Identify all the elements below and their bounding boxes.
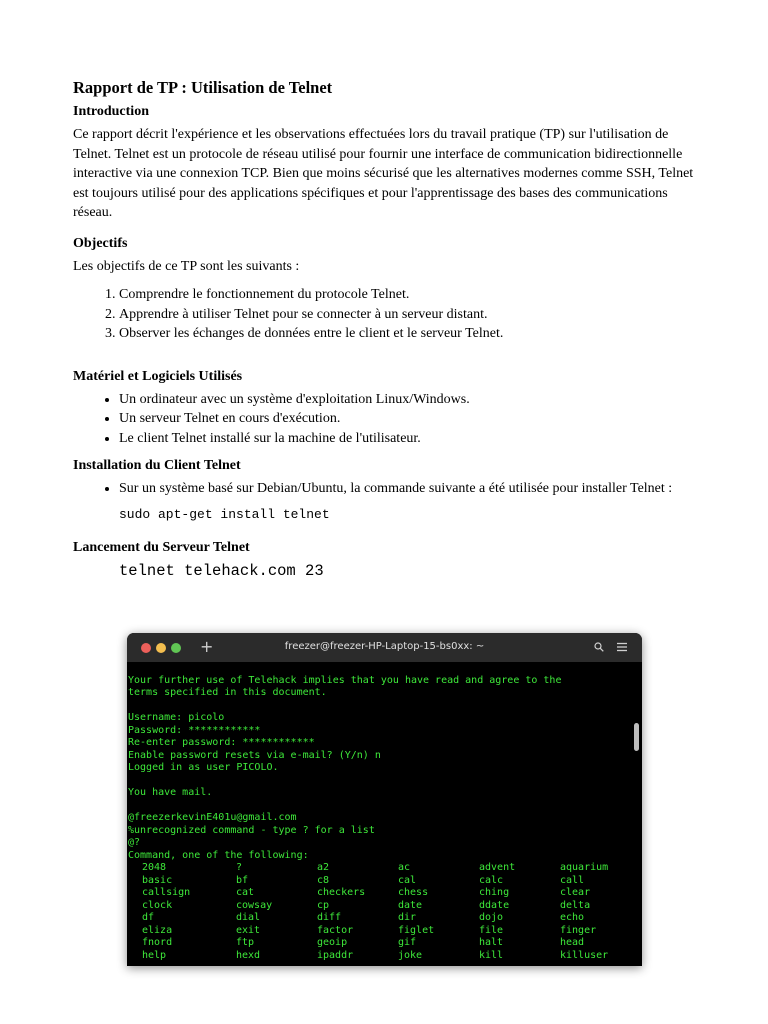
terminal-scrollbar (634, 723, 639, 751)
terminal-line: Re-enter password: ************ (128, 737, 315, 748)
terminal-command: fnord (142, 937, 173, 948)
terminal-line: Logged in as user PICOLO. (128, 762, 279, 773)
terminal-line: You have mail. (128, 787, 213, 798)
objectives-list (73, 285, 695, 344)
terminal-command: dojo (479, 912, 504, 923)
terminal-line (128, 800, 642, 813)
launch-heading: Lancement du Serveur Telnet (73, 539, 250, 555)
terminal-command-row (128, 887, 642, 900)
terminal-command: df (142, 912, 155, 923)
terminal-command-row (128, 950, 642, 963)
terminal-command: dial (236, 912, 261, 923)
terminal-command: ipaddr (317, 949, 354, 961)
terminal-line: terms specified in this document. (128, 687, 327, 698)
terminal-titlebar (127, 633, 642, 662)
list-item: • Le client Telnet installé sur la machine de l'utilisateur. (119, 429, 695, 449)
terminal-command-row (128, 925, 642, 938)
terminal-command: cp (317, 899, 330, 911)
terminal-command: callsign (142, 887, 191, 898)
terminal-command-row (128, 875, 642, 888)
terminal-command: cowsay (236, 899, 273, 911)
terminal-command: diff (317, 912, 342, 923)
materials-list (73, 390, 695, 449)
terminal-command: clock (142, 899, 173, 911)
terminal-command: file (479, 924, 504, 936)
terminal-command: geoip (317, 937, 348, 948)
terminal-command: ac (398, 862, 411, 873)
terminal-command: ftp (236, 937, 255, 948)
terminal-command: hexd (236, 949, 261, 961)
terminal-command: joke (398, 949, 423, 961)
terminal-line (128, 662, 642, 675)
terminal-command: ddate (479, 899, 510, 911)
intro-paragraph: Ce rapport décrit l'expérience et les observations effectuées lors du travail pratique (TP) sur l'utilisation de Telnet. Telnet est un protocole de réseau utilisé pour fournir une interface de communication bidirectionnelle interactive via une connexion TCP. Bien que moins sécurisé que les alternatives modernes comme SSH, Telnet est toujours utilisé pour des applications spécifiques et pour l'apprentissage des bases des communications réseau. (73, 127, 694, 220)
terminal-command-row (128, 937, 642, 950)
terminal-command: kill (479, 949, 504, 961)
terminal-command: delta (560, 899, 591, 911)
terminal-command: bf (236, 874, 249, 886)
terminal-line: Username: picolo (128, 712, 225, 723)
terminal-command: halt (479, 937, 504, 948)
materials-heading: Matériel et Logiciels Utilisés (73, 368, 243, 384)
terminal-command: c8 (317, 874, 330, 886)
document-title: Rapport de TP : Utilisation de Telnet (73, 78, 333, 97)
terminal-line: Password: ************ (128, 724, 261, 736)
terminal-command: checkers (317, 887, 366, 898)
terminal-command: a2 (317, 862, 330, 873)
terminal-output (127, 662, 642, 962)
menu-icon (616, 642, 628, 652)
terminal-command: date (398, 899, 423, 911)
terminal-command: killuser (560, 949, 609, 961)
terminal-command: calc (479, 874, 504, 886)
terminal-command: ? (236, 862, 243, 873)
terminal-line: %unrecognized command - type ? for a list (128, 824, 375, 836)
terminal-command: chess (398, 887, 429, 898)
terminal-command: head (560, 937, 585, 948)
new-tab-icon: + (200, 637, 214, 656)
terminal-line (128, 700, 642, 713)
terminal-line: Enable password resets via e-mail? (Y/n) n (128, 749, 381, 761)
terminal-command: eliza (142, 924, 173, 936)
install-list (73, 479, 695, 499)
list-item: • Sur un système basé sur Debian/Ubuntu, la commande suivante a été utilisée pour installer Telnet : (119, 479, 695, 499)
terminal-command: cat (236, 887, 255, 898)
terminal-line: Command, one of the following: (128, 849, 309, 861)
list-item: 2. Apprendre à utiliser Telnet pour se connecter à un serveur distant. (119, 305, 695, 325)
terminal-command-row (128, 912, 642, 925)
terminal-command: dir (398, 912, 417, 923)
list-item: 1. Comprendre le fonctionnement du protocole Telnet. (119, 285, 695, 305)
terminal-command: finger (560, 924, 597, 936)
list-item: 3. Observer les échanges de données entre le client et le serveur Telnet. (119, 324, 695, 344)
terminal-command: echo (560, 912, 585, 923)
terminal-command: call (560, 874, 585, 886)
terminal-command: clear (560, 887, 591, 898)
list-item: • Un ordinateur avec un système d'exploitation Linux/Windows. (119, 390, 695, 410)
terminal-command: aquarium (560, 862, 609, 873)
terminal-command-row (128, 862, 642, 875)
terminal-line (128, 775, 642, 788)
terminal-command: factor (317, 924, 354, 936)
terminal-command: figlet (398, 924, 435, 936)
install-heading: Installation du Client Telnet (73, 458, 241, 473)
list-item: • Un serveur Telnet en cours d'exécution. (119, 409, 695, 429)
terminal-command: help (142, 949, 167, 961)
terminal-command: ching (479, 887, 510, 898)
terminal-command: advent (479, 862, 516, 873)
terminal-title: freezer@freezer-HP-Laptop-15-bs0xx: ~ (284, 641, 485, 652)
intro-heading: Introduction (73, 104, 149, 119)
terminal-command-row (128, 900, 642, 913)
terminal-line: @freezerkevinE401u@gmail.com (128, 812, 297, 823)
search-icon (594, 642, 604, 652)
terminal-command: cal (398, 874, 417, 886)
terminal-line: Your further use of Telehack implies that you have read and agree to the (128, 674, 562, 686)
terminal-command: exit (236, 924, 261, 936)
launch-command: telnet telehack.com 23 (119, 561, 324, 580)
install-command: sudo apt-get install telnet (119, 506, 330, 522)
objectives-heading: Objectifs (73, 235, 128, 251)
terminal-command: gif (398, 937, 417, 948)
terminal-command: basic (142, 874, 173, 886)
terminal-line: @? (128, 837, 141, 848)
terminal-command: 2048 (142, 862, 167, 873)
terminal-screenshot (127, 633, 642, 966)
objectives-intro: Les objectifs de ce TP sont les suivants : (73, 258, 300, 274)
